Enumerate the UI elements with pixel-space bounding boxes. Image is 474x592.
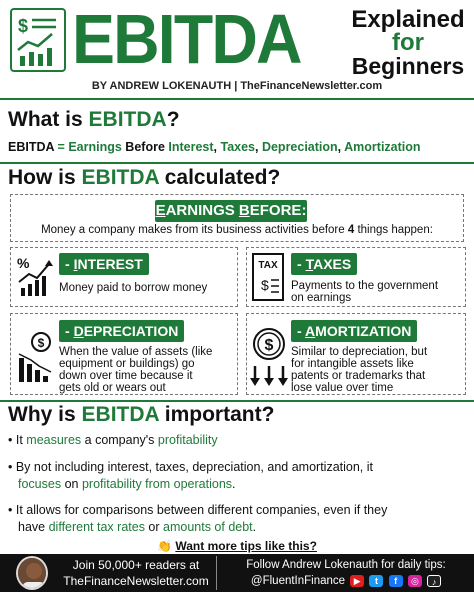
footer: [0, 554, 474, 592]
label-letter: I: [73, 256, 78, 272]
what-heading-suffix: ?: [166, 108, 180, 131]
amortization-text-2: for intangible assets like: [291, 358, 414, 370]
divider: [0, 400, 474, 402]
eb-b: B: [238, 202, 250, 219]
b3-g2: amounts of debt: [163, 520, 253, 534]
svg-text:$: $: [261, 277, 269, 293]
label-letter: D: [73, 323, 84, 339]
depreciation-label: [59, 320, 184, 342]
subtitle-line-2: for: [392, 29, 424, 56]
b2-end: .: [232, 477, 236, 491]
bullet-comparisons: [8, 502, 468, 536]
amortization-text: [291, 346, 465, 394]
def-interest: Interest: [168, 140, 214, 154]
avatar: [16, 556, 48, 590]
svg-text:$: $: [264, 337, 274, 354]
taxes-card: [246, 247, 466, 307]
subtitle-line-3: Beginners: [351, 53, 465, 79]
def-sep: ,: [337, 140, 345, 154]
def-earnings: Earnings: [68, 140, 122, 154]
youtube-icon[interactable]: ▶: [350, 575, 364, 587]
depreciation-text-3: down over time because it: [59, 370, 193, 382]
def-sep: ,: [213, 140, 221, 154]
amortization-text-1: Similar to depreciation, but: [291, 346, 428, 358]
divider: [0, 162, 474, 164]
b2-g2: profitability from operations: [81, 477, 233, 491]
subtitle: [344, 8, 472, 78]
definition: [8, 140, 421, 154]
how-heading-prefix: How is: [8, 166, 82, 189]
label-rest: NTEREST: [77, 256, 143, 272]
what-heading-highlight: EBITDA: [88, 108, 167, 131]
tiktok-icon[interactable]: ♪: [427, 575, 441, 587]
clap-icon: 👏: [157, 539, 173, 553]
b2-line1: • By not including interest, taxes, depreciation, and amortization, it: [8, 460, 373, 474]
def-term: EBITDA: [8, 140, 55, 154]
def-depreciation: Depreciation: [261, 140, 338, 154]
label-letter: T: [305, 256, 314, 272]
eb-end: EFORE:: [249, 202, 307, 219]
eb-e: E: [155, 202, 166, 219]
depreciation-text-2: equipment or buildings) go: [59, 358, 195, 370]
def-sep: ,: [255, 140, 262, 154]
b3-pre: have: [18, 520, 49, 534]
label-pre: -: [65, 256, 74, 272]
why-heading: [8, 403, 274, 427]
main-title: EBITDA: [72, 0, 301, 78]
svg-text:%: %: [17, 255, 30, 271]
b1-g2: profitability: [157, 433, 218, 447]
depreciation-text-4: gets old or wears out: [59, 382, 166, 394]
b1-g1: measures: [26, 433, 82, 447]
amortization-card: [246, 313, 466, 395]
instagram-icon[interactable]: ◎: [408, 575, 422, 587]
facebook-icon[interactable]: f: [389, 575, 403, 587]
what-heading: [8, 108, 180, 132]
how-heading-suffix: calculated?: [158, 166, 281, 189]
b3-end: .: [252, 520, 257, 534]
bullet-measures: [8, 432, 468, 449]
depreciation-text-1: When the value of assets (like: [59, 346, 213, 358]
taxes-text-2: on earnings: [291, 292, 352, 304]
divider: [0, 98, 474, 100]
label-rest: MORTIZATION: [315, 323, 412, 339]
taxes-text: [291, 280, 465, 304]
why-heading-highlight: EBITDA: [81, 403, 159, 426]
tax-icon-text: TAX: [258, 260, 278, 271]
depreciation-text: [59, 346, 237, 394]
b2-mid: on: [61, 477, 82, 491]
eb-desc-post: things happen:: [354, 224, 433, 236]
interest-text: Money paid to borrow money: [59, 282, 208, 294]
tips-text[interactable]: Want more tips like this?: [175, 539, 317, 553]
eb-mid: ARNINGS: [165, 202, 239, 219]
footer-social: [218, 557, 474, 589]
tips-line: [0, 539, 474, 553]
label-pre: -: [65, 323, 74, 339]
footer-divider: [216, 556, 217, 590]
how-heading-highlight: EBITDA: [81, 166, 159, 189]
eb-desc-pre: Money a company makes from its business activities before: [41, 224, 348, 236]
twitter-icon[interactable]: t: [369, 575, 383, 587]
what-heading-prefix: What is: [8, 108, 89, 131]
footer-left-line1: Join 50,000+ readers at: [72, 558, 200, 572]
amortization-label: [291, 320, 417, 342]
label-pre: -: [297, 323, 306, 339]
footer-right-line1: Follow Andrew Lokenauth for daily tips:: [246, 559, 446, 571]
def-amortization: Amortization: [344, 140, 421, 154]
chart-up-icon: [15, 254, 55, 303]
footer-left-line2: TheFinanceNewsletter.com: [63, 574, 209, 588]
dollar-down-icon: [249, 326, 289, 393]
b2-g1: focuses: [18, 477, 62, 491]
why-heading-prefix: Why is: [8, 403, 82, 426]
def-before: Before: [121, 140, 169, 154]
why-heading-suffix: important?: [158, 403, 275, 426]
footer-handle[interactable]: @FluentInFinance: [250, 575, 346, 587]
how-heading: [8, 166, 280, 190]
eb-desc-num: 4: [347, 224, 355, 236]
byline: BY ANDREW LOKENAUTH | TheFinanceNewsletter.com: [91, 80, 383, 92]
label-rest: AXES: [313, 256, 352, 272]
subtitle-line-1: Explained: [351, 6, 465, 33]
interest-label: [59, 253, 149, 275]
tax-document-icon: [251, 252, 285, 307]
earnings-before-description: [10, 224, 464, 236]
taxes-text-1: Payments to the government: [291, 280, 439, 292]
earnings-before-label: [155, 200, 307, 222]
chart-down-icon: [15, 330, 55, 391]
depreciation-card: [10, 313, 238, 395]
b3-mid: or: [144, 520, 164, 534]
label-pre: -: [297, 256, 306, 272]
finance-document-icon: [10, 8, 66, 72]
b3-line1: • It allows for comparisons between different companies, even if they: [8, 503, 388, 517]
svg-text:$: $: [37, 336, 45, 350]
amortization-text-4: lose value over time: [291, 382, 394, 394]
label-rest: EPRECIATION: [83, 323, 179, 339]
amortization-text-3: patents or trademarks that: [291, 370, 426, 382]
bullet-focuses: [8, 459, 468, 493]
def-eq: =: [54, 140, 69, 154]
svg-text:$: $: [18, 16, 29, 36]
b3-g1: different tax rates: [48, 520, 145, 534]
b1-mid: a company's: [81, 433, 158, 447]
header: [0, 0, 474, 98]
taxes-label: [291, 253, 357, 275]
footer-newsletter[interactable]: [56, 557, 216, 589]
b1-pre: • It: [8, 433, 27, 447]
label-letter: A: [305, 323, 316, 339]
def-taxes: Taxes: [220, 140, 255, 154]
interest-card: [10, 247, 238, 307]
